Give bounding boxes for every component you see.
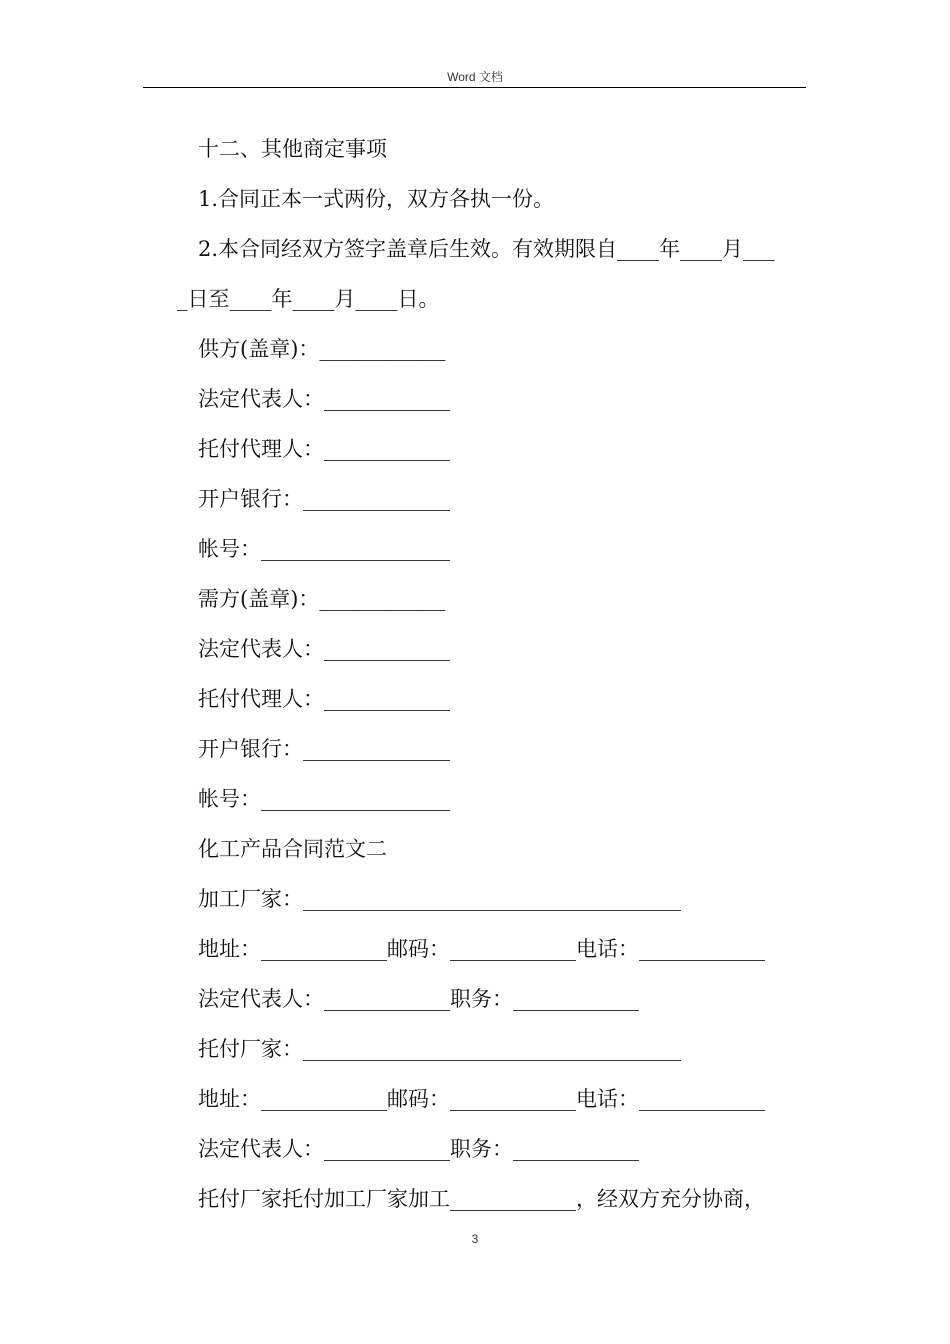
buyer-legal-rep-field: 法定代表人：____________ — [198, 637, 450, 661]
header-divider — [143, 87, 806, 88]
buyer-account-field: 帐号：__________________ — [198, 787, 450, 811]
agreement-sentence: 托付厂家托付加工厂家加工____________，经双方充分协商， — [198, 1187, 765, 1211]
clause-2: 2.本合同经双方签字盖章后生效。有效期限自____年____月___ — [198, 237, 775, 261]
processor-address-field: 地址：____________邮码：____________电话：____________ — [198, 937, 765, 961]
buyer-bank-field: 开户银行：______________ — [198, 737, 450, 761]
supplier-bank-field: 开户银行：______________ — [198, 487, 450, 511]
clause-2-continued: _日至____年____月____日。 — [177, 287, 440, 311]
processor-legal-rep-field: 法定代表人：____________职务：____________ — [198, 987, 639, 1011]
page-header: Word 文档 — [447, 70, 503, 84]
buyer-seal-field: 需方(盖章)：____________ — [198, 587, 446, 611]
processor-field: 加工厂家：____________________________________ — [198, 887, 681, 911]
client-legal-rep-field: 法定代表人：____________职务：____________ — [198, 1137, 639, 1161]
buyer-agent-field: 托付代理人：____________ — [198, 687, 450, 711]
clause-1: 1.合同正本一式两份，双方各执一份。 — [198, 187, 555, 211]
template-2-title: 化工产品合同范文二 — [198, 837, 387, 861]
client-field: 托付厂家：____________________________________ — [198, 1037, 681, 1061]
page-number: 3 — [471, 1232, 479, 1246]
supplier-legal-rep-field: 法定代表人：____________ — [198, 387, 450, 411]
supplier-agent-field: 托付代理人：____________ — [198, 437, 450, 461]
supplier-account-field: 帐号：__________________ — [198, 537, 450, 561]
client-address-field: 地址：____________邮码：____________电话：____________ — [198, 1087, 765, 1111]
section-heading: 十二、其他商定事项 — [198, 137, 387, 161]
supplier-seal-field: 供方(盖章)：____________ — [198, 337, 446, 361]
